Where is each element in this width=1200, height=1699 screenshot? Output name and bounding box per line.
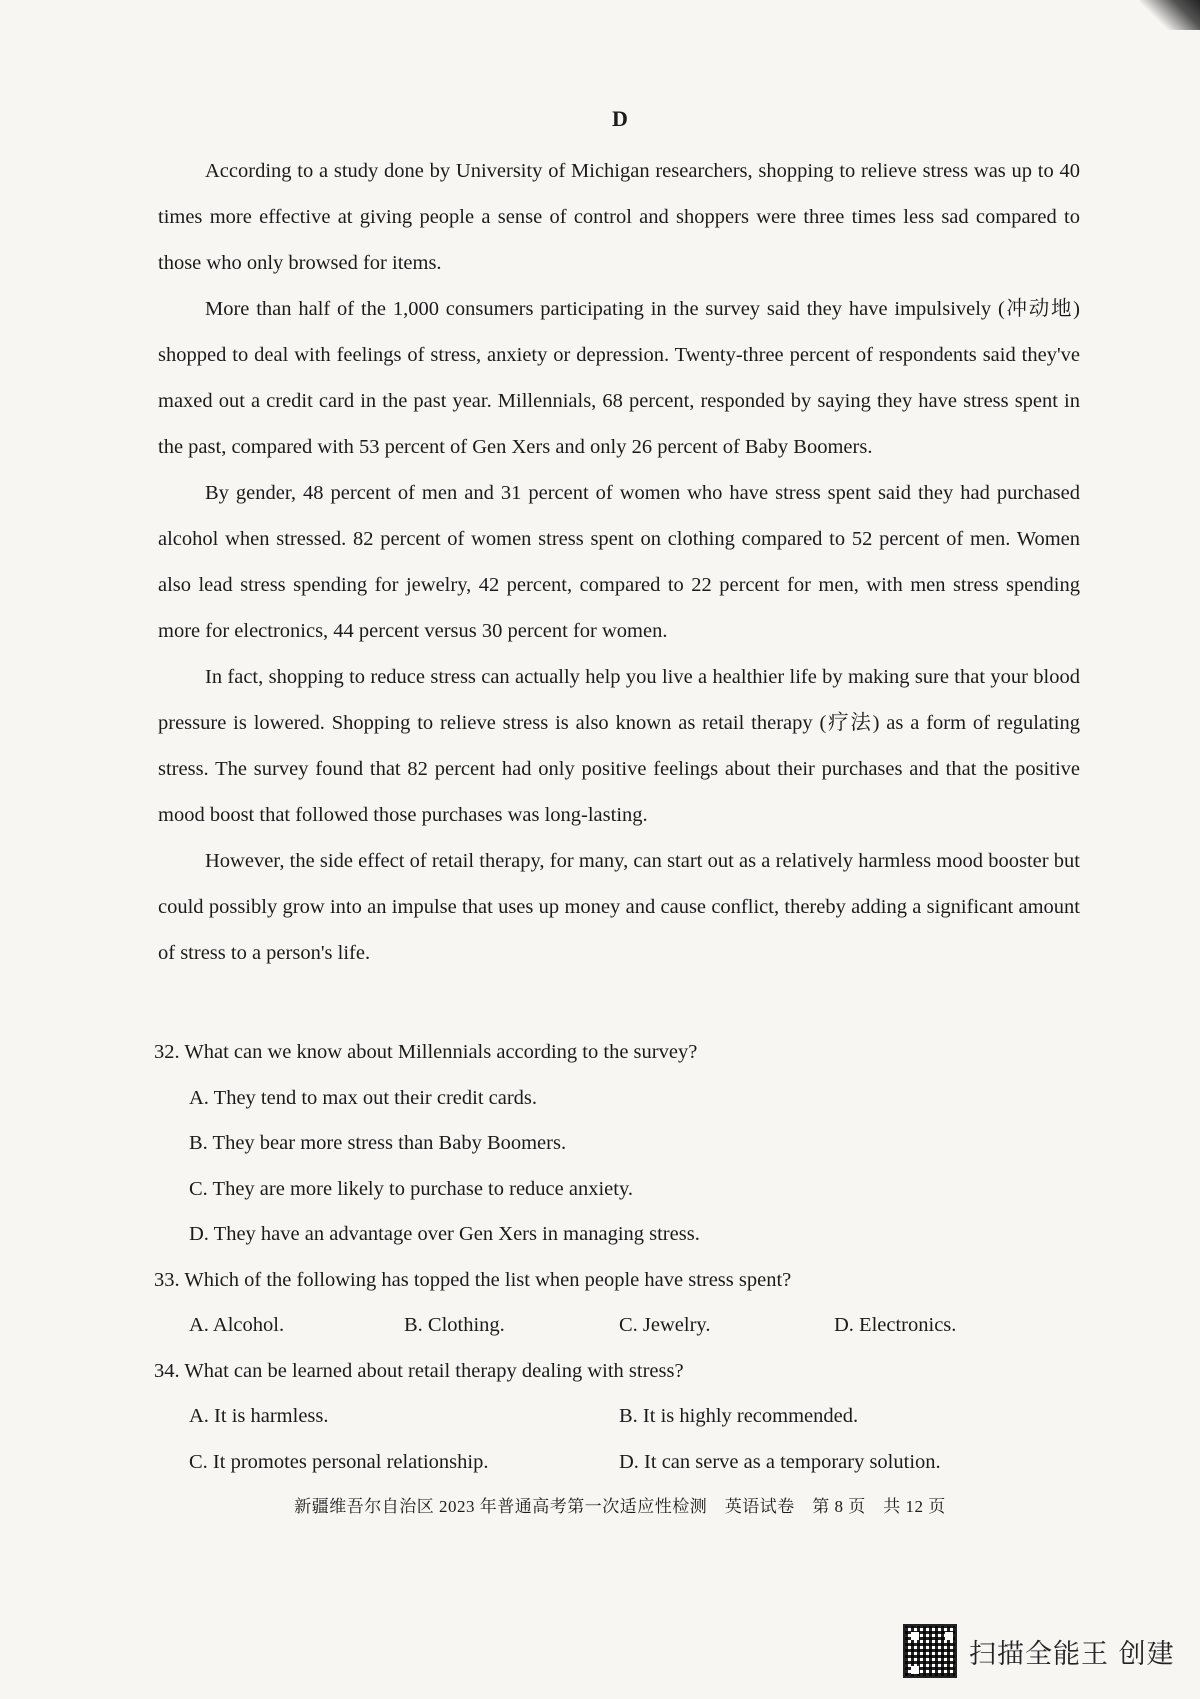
option-d: D. It can serve as a temporary solution. [619, 1450, 941, 1473]
option-d: D. Electronics. [834, 1314, 957, 1336]
option-c: C. It promotes personal relationship. [189, 1450, 489, 1473]
scan-corner-shadow [1140, 0, 1200, 30]
reading-passage [158, 148, 1080, 976]
passage-paragraph-3: By gender, 48 percent of men and 31 percent of women who have stress spent said they had purchased alcohol when stressed. 82 percent of women stress spent on clothing compared to 52 percent of men. Women also lead stress spending for jewelry, 42 percent, compared to 22 percent for men, with men stress spending more for electronics, 44 percent versus 30 percent for women. [158, 482, 1080, 642]
question-stem: 34. What can be learned about retail therapy dealing with stress? [154, 1359, 684, 1382]
option-d: D. They have an advantage over Gen Xers in managing stress. [189, 1223, 700, 1245]
option-b: B. It is highly recommended. [619, 1405, 859, 1427]
option-a: A. Alcohol. [189, 1314, 285, 1336]
scanner-watermark [903, 1624, 1175, 1678]
passage-paragraph-4: In fact, shopping to reduce stress can actually help you live a healthier life by making sure that your blood pressure is lowered. Shopping to relieve stress is also known as retail therapy (疗法) as a form of regulating stress. The survey found that 82 percent had only positive feelings about their purchases and that the positive mood boost that followed those purchases was long-lasting. [158, 666, 1080, 826]
option-row [154, 1394, 1084, 1440]
option-a: A. It is harmless. [189, 1405, 329, 1427]
option-a: A. They tend to max out their credit cards. [189, 1086, 538, 1109]
option-b: B. They bear more stress than Baby Boomers. [189, 1132, 567, 1154]
option-b: B. Clothing. [404, 1314, 505, 1336]
question-list [154, 1030, 1084, 1485]
question-33 [154, 1258, 1084, 1349]
qr-code-icon [903, 1624, 957, 1678]
question-stem: 33. Which of the following has topped the list when people have stress spent? [154, 1268, 792, 1291]
watermark-text: 扫描全能王 创建 [969, 1638, 1175, 1670]
passage-paragraph-1: According to a study done by University of Michigan researchers, shopping to relieve stress was up to 40 times more effective at giving people a sense of control and shoppers were three times less sad compared to those who only browsed for items. [158, 160, 1080, 274]
option-row [154, 1303, 1084, 1349]
page-footer: 新疆维吾尔自治区 2023 年普通高考第一次适应性检测 英语试卷 第 8 页 共 12 页 [294, 1497, 946, 1516]
section-letter: D [612, 106, 628, 131]
passage-paragraph-2: More than half of the 1,000 consumers participating in the survey said they have impulsively (冲动地) shopped to deal with feelings of stress, anxiety or depression. Twenty-three percent of respondents said they've maxed out a credit card in the past year. Millennials, 68 percent, responded by saying they have stress spent in the past, compared with 53 percent of Gen Xers and only 26 percent of Baby Boomers. [158, 298, 1080, 458]
option-row [154, 1440, 1084, 1486]
question-32 [154, 1030, 1084, 1258]
option-c: C. They are more likely to purchase to reduce anxiety. [189, 1177, 634, 1200]
passage-paragraph-5: However, the side effect of retail therapy, for many, can start out as a relatively harmless mood booster but could possibly grow into an impulse that uses up money and cause conflict, thereby adding a significant amount of stress to a person's life. [158, 850, 1080, 964]
question-stem: 32. What can we know about Millennials according to the survey? [154, 1041, 698, 1063]
question-34 [154, 1349, 1084, 1486]
option-c: C. Jewelry. [619, 1314, 711, 1336]
